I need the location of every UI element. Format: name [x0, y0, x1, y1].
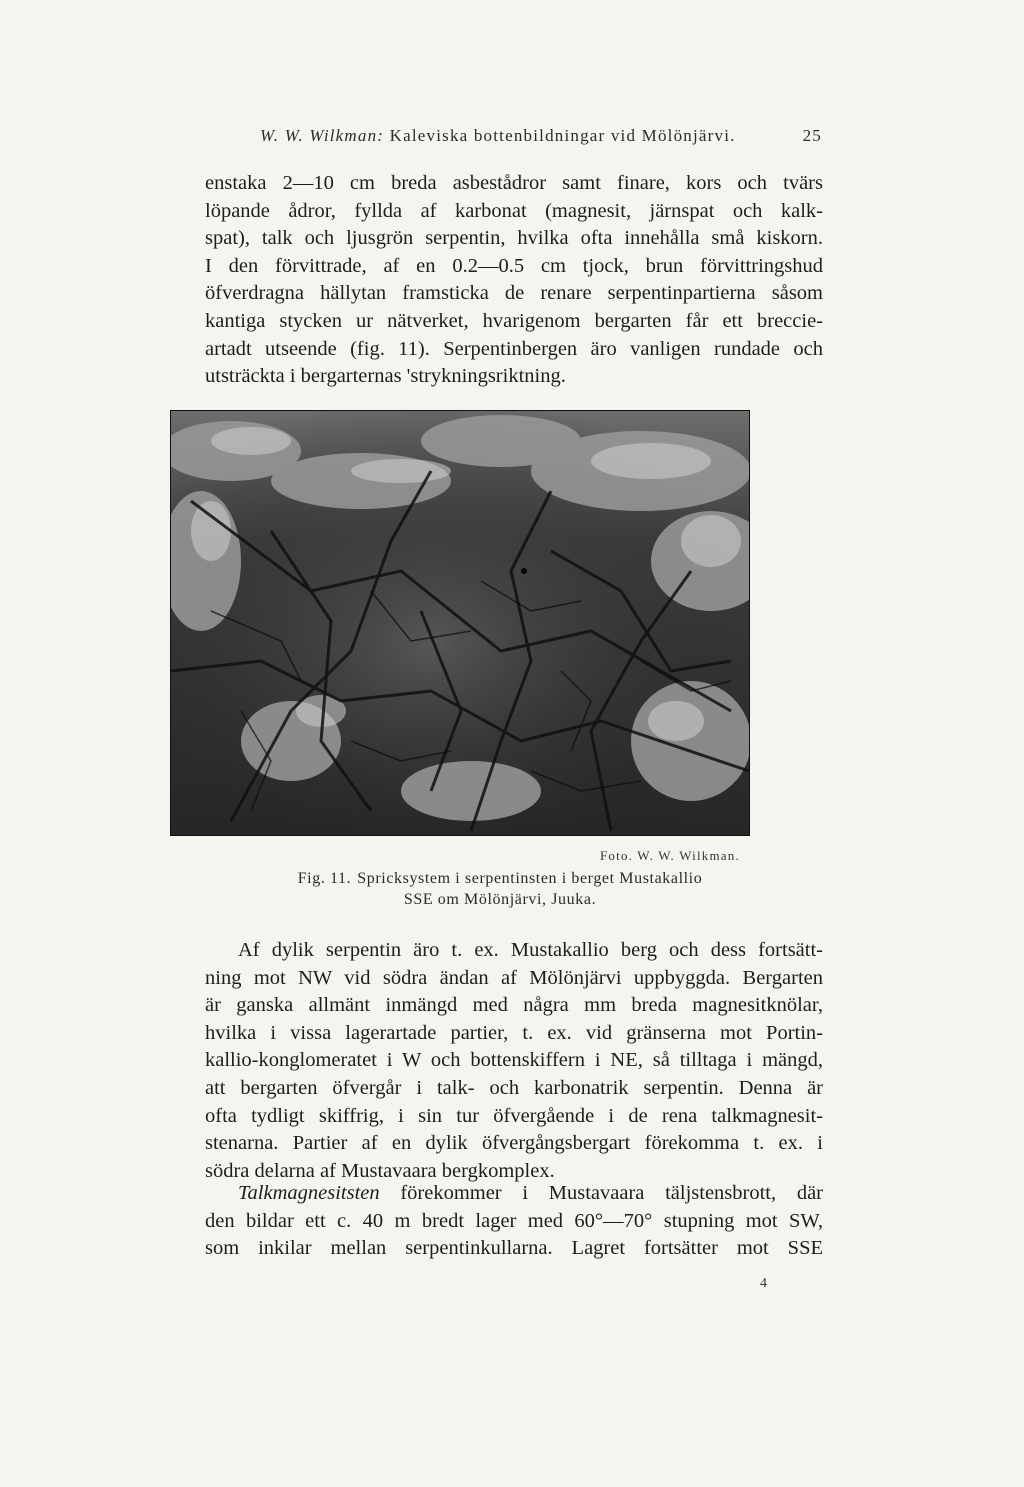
text-line: utsträckta i bergarternas 'strykningsriktning. [205, 365, 566, 388]
signature-mark: 4 [760, 1276, 767, 1291]
text-line [205, 1180, 823, 1208]
text-line: löpande ådror, fyllda af karbonat (magnesit, järnspat och kalk- [205, 199, 823, 222]
text-line: södra delarna af Mustavaara bergkomplex. [205, 1159, 555, 1182]
text-line: kallio-konglomeratet i W och bottenskiffern i NE, så tilltaga i mängd, [205, 1049, 823, 1072]
header-title: Kaleviska bottenbildningar vid Mölönjärvi. [389, 126, 736, 145]
running-header [260, 126, 822, 146]
caption-line: SSE om Mölönjärvi, Juuka. [403, 891, 597, 908]
text-line: den bildar ett c. 40 m bredt lager med 60°—70° stupning mot SW, [205, 1209, 823, 1232]
text-line: I den förvittrade, af en 0.2—0.5 cm tjock, brun förvittringshud [205, 254, 823, 277]
text-line: att bergarten öfvergår i talk- och karbonatrik serpentin. Denna är [205, 1076, 823, 1099]
caption-line: Spricksystem i serpentinsten i berget Mustakallio [357, 870, 703, 887]
text-line: enstaka 2—10 cm breda asbestådror samt finare, kors och tvärs [205, 172, 823, 194]
paragraph-3 [205, 1180, 823, 1263]
text-line: ning mot NW vid södra ändan af Mölönjärvi uppbyggda. Bergarten [205, 966, 823, 989]
text-line: är ganska allmänt inmängd med några mm breda magnesitknölar, [205, 994, 823, 1017]
text-line: Af dylik serpentin äro t. ex. Mustakallio berg och dess fortsätt- [238, 939, 823, 961]
figure-label: Fig. 11. [297, 870, 352, 887]
text-line: kantiga stycken ur nätverket, hvarigenom bergarten får ett breccie- [205, 309, 823, 332]
photo-credit: Foto. W. W. Wilkman. [600, 848, 740, 863]
text-line: spat), talk och ljusgrön serpentin, hvilka ofta innehålla små kiskorn. [205, 227, 823, 250]
term-talkmagnesitsten: Talkmagnesitsten [238, 1182, 380, 1204]
page-number: 25 [802, 126, 822, 145]
text-line: ofta tydligt skiffrig, i sin tur öfvergående i de rena talkmagnesit- [205, 1104, 823, 1127]
text-line: artadt utseende (fig. 11). Serpentinbergen äro vanligen rundade och [205, 337, 823, 360]
figure-caption [230, 868, 770, 910]
header-author: W. W. Wilkman: [260, 126, 385, 145]
figure-photo-serpentine-rock [170, 410, 750, 836]
text-line: hvilka i vissa lagerartade partier, t. ex. vid gränserna mot Portin- [205, 1021, 823, 1044]
text-line: som inkilar mellan serpentinkullarna. Lagret fortsätter mot SSE [205, 1237, 823, 1260]
paragraph-1 [205, 170, 823, 391]
text-line: stenarna. Partier af en dylik öfvergångsbergart förekomma t. ex. i [205, 1132, 823, 1155]
text-line: öfverdragna hällytan framsticka de renare serpentinpartierna såsom [205, 282, 823, 305]
text-fragment: förekommer i Mustavaara täljstensbrott, där [379, 1182, 823, 1204]
paragraph-2 [205, 937, 823, 1185]
